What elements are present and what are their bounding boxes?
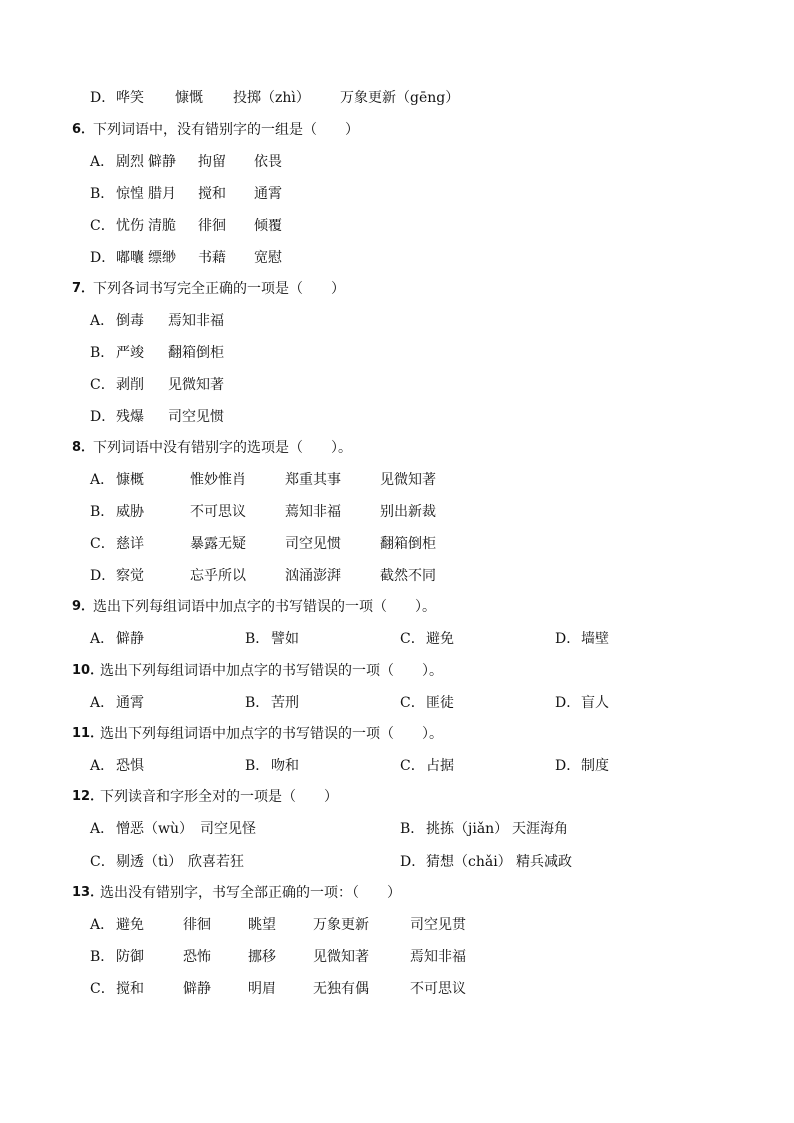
option-word: 投掷（zhì）: [233, 90, 310, 106]
option-word: 书藉: [198, 250, 226, 266]
option-row: [0, 817, 794, 841]
option-word: 截然不同: [380, 568, 436, 584]
option-label: A．: [90, 917, 115, 933]
question-text: 选出下列每组词语中加点字的书写错误的一项（ ）。: [93, 599, 436, 615]
option-word: 依畏: [254, 154, 282, 170]
option-label: C．: [90, 854, 115, 870]
question-text: 下列读音和字形全对的一项是（ ）: [100, 789, 338, 805]
option-row: [0, 373, 794, 397]
option-word: 憎恶（wù）: [116, 821, 193, 837]
option-word: 万象更新（gēng）: [340, 90, 460, 106]
option-word: 慈详: [116, 536, 144, 552]
option-word: 焉知非福: [168, 313, 224, 329]
option-label: D．: [555, 758, 581, 774]
option-row: [0, 850, 794, 874]
option-label: D．: [555, 695, 581, 711]
option-row: [0, 627, 794, 651]
option-word: 不可思议: [410, 981, 466, 997]
option-word: 残爆: [116, 409, 144, 425]
question-number: 8．: [72, 440, 95, 455]
option-row: [0, 945, 794, 969]
option-label: B．: [90, 186, 115, 202]
option-row: [0, 309, 794, 333]
option-word: 通霄: [254, 186, 282, 202]
option-word: 惊惶: [116, 186, 144, 202]
option-label: B．: [245, 758, 270, 774]
option-word: 占据: [426, 758, 454, 774]
option-label: A．: [90, 313, 115, 329]
option-label: A．: [90, 472, 115, 488]
option-label: B．: [90, 504, 115, 520]
option-row: [0, 754, 794, 778]
option-word: 宽慰: [254, 250, 282, 266]
option-word: 明眉: [248, 981, 276, 997]
option-row: [0, 691, 794, 715]
option-word: 苦刑: [271, 695, 299, 711]
option-word: 恐怖: [183, 949, 211, 965]
option-word: 倒毒: [116, 313, 144, 329]
option-word: 万象更新: [313, 917, 369, 933]
option-word: 僻静: [183, 981, 211, 997]
option-word: 嘟囔: [116, 250, 144, 266]
option-label: D．: [555, 631, 581, 647]
question-stem: [0, 595, 794, 619]
option-word: 威胁: [116, 504, 144, 520]
option-word: 慷慨: [175, 90, 203, 106]
option-row: [0, 246, 794, 270]
option-word: 严竣: [116, 345, 144, 361]
option-word: 司空见怪: [200, 821, 256, 837]
option-word: 匪徒: [426, 695, 454, 711]
question-stem: [0, 722, 794, 746]
question-number: 9．: [72, 599, 95, 614]
option-label: C．: [400, 631, 425, 647]
option-word: 不可思议: [190, 504, 246, 520]
option-label: D．: [90, 90, 116, 106]
option-word: 徘徊: [183, 917, 211, 933]
option-word: 挪移: [248, 949, 276, 965]
question-stem: [0, 118, 794, 142]
option-word: 避免: [426, 631, 454, 647]
option-word: 焉知非福: [410, 949, 466, 965]
question-number: 11．: [72, 726, 104, 741]
question-text: 下列各词书写完全正确的一项是（ ）: [93, 281, 345, 297]
question-number: 12．: [72, 789, 104, 804]
option-word: 剥削: [116, 377, 144, 393]
option-word: 察觉: [116, 568, 144, 584]
question-number: 10．: [72, 663, 104, 678]
option-label: C．: [90, 536, 115, 552]
option-label: A．: [90, 821, 115, 837]
option-row: [0, 341, 794, 365]
option-word: 剧烈: [116, 154, 144, 170]
question-number: 7．: [72, 281, 95, 296]
question-text: 选出下列每组词语中加点字的书写错误的一项（ ）。: [100, 663, 443, 679]
question-stem: [0, 277, 794, 301]
option-label: A．: [90, 631, 115, 647]
option-word: 惟妙惟肖: [190, 472, 246, 488]
option-word: 防御: [116, 949, 144, 965]
option-word: 墙壁: [581, 631, 609, 647]
option-label: D．: [90, 568, 116, 584]
option-word: 吻和: [271, 758, 299, 774]
option-word: 哗笑: [116, 90, 144, 106]
option-word: 别出新裁: [380, 504, 436, 520]
question-text: 下列词语中没有错别字的选项是（ ）。: [93, 440, 352, 456]
option-label: B．: [245, 631, 270, 647]
question-stem: [0, 436, 794, 460]
option-row: [0, 564, 794, 588]
option-word: 司空见贯: [410, 917, 466, 933]
option-word: 精兵减政: [516, 854, 572, 870]
option-word: 盲人: [581, 695, 609, 711]
option-label: B．: [245, 695, 270, 711]
option-row: [0, 86, 794, 110]
option-word: 翻箱倒柜: [168, 345, 224, 361]
question-text: 下列词语中，没有错别字的一组是（ ）: [93, 122, 359, 138]
option-label: C．: [90, 218, 115, 234]
option-word: 蔫知非福: [285, 504, 341, 520]
option-word: 搅和: [198, 186, 226, 202]
option-word: 剔透（tì）: [116, 854, 183, 870]
option-word: 猜想（chǎi）: [426, 854, 512, 870]
option-word: 司空见惯: [168, 409, 224, 425]
option-word: 腊月: [148, 186, 176, 202]
option-label: D．: [90, 250, 116, 266]
option-word: 郑重其事: [285, 472, 341, 488]
option-word: 徘徊: [198, 218, 226, 234]
option-label: D．: [400, 854, 426, 870]
option-row: [0, 214, 794, 238]
option-row: [0, 500, 794, 524]
option-word: 僻静: [116, 631, 144, 647]
option-label: C．: [400, 758, 425, 774]
option-label: A．: [90, 758, 115, 774]
question-stem: [0, 881, 794, 905]
option-label: C．: [90, 981, 115, 997]
option-word: 缥缈: [148, 250, 176, 266]
option-word: 汹涌澎湃: [285, 568, 341, 584]
option-label: B．: [90, 949, 115, 965]
option-label: D．: [90, 409, 116, 425]
option-word: 倾覆: [254, 218, 282, 234]
option-label: A．: [90, 695, 115, 711]
option-word: 慷概: [116, 472, 144, 488]
option-word: 忧伤: [116, 218, 144, 234]
option-word: 拘留: [198, 154, 226, 170]
option-word: 见微知著: [313, 949, 369, 965]
option-row: [0, 182, 794, 206]
question-stem: [0, 659, 794, 683]
option-row: [0, 405, 794, 429]
option-word: 翻箱倒柜: [380, 536, 436, 552]
option-word: 清脆: [148, 218, 176, 234]
option-word: 挑拣（jiǎn）: [426, 821, 509, 837]
option-word: 避免: [116, 917, 144, 933]
option-word: 譬如: [271, 631, 299, 647]
option-label: C．: [90, 377, 115, 393]
option-label: B．: [400, 821, 425, 837]
option-word: 欣喜若狂: [188, 854, 244, 870]
option-label: B．: [90, 345, 115, 361]
option-row: [0, 532, 794, 556]
question-number: 6．: [72, 122, 95, 137]
question-stem: [0, 785, 794, 809]
option-word: 通霄: [116, 695, 144, 711]
option-row: [0, 150, 794, 174]
option-word: 眺望: [248, 917, 276, 933]
option-word: 见微知著: [380, 472, 436, 488]
option-word: 制度: [581, 758, 609, 774]
question-text: 选出没有错别字，书写全部正确的一项：（ ）: [100, 885, 401, 901]
option-word: 见微知著: [168, 377, 224, 393]
option-word: 恐惧: [116, 758, 144, 774]
option-word: 僻静: [148, 154, 176, 170]
option-label: C．: [400, 695, 425, 711]
option-row: [0, 913, 794, 937]
option-word: 搅和: [116, 981, 144, 997]
option-row: [0, 468, 794, 492]
question-text: 选出下列每组词语中加点字的书写错误的一项（ ）。: [100, 726, 443, 742]
option-row: [0, 977, 794, 1001]
option-word: 司空见惯: [285, 536, 341, 552]
option-label: A．: [90, 154, 115, 170]
option-word: 暴露无疑: [190, 536, 246, 552]
option-word: 忘乎所以: [190, 568, 246, 584]
option-word: 无独有偶: [313, 981, 369, 997]
question-number: 13．: [72, 885, 104, 900]
option-word: 天涯海角: [512, 821, 568, 837]
